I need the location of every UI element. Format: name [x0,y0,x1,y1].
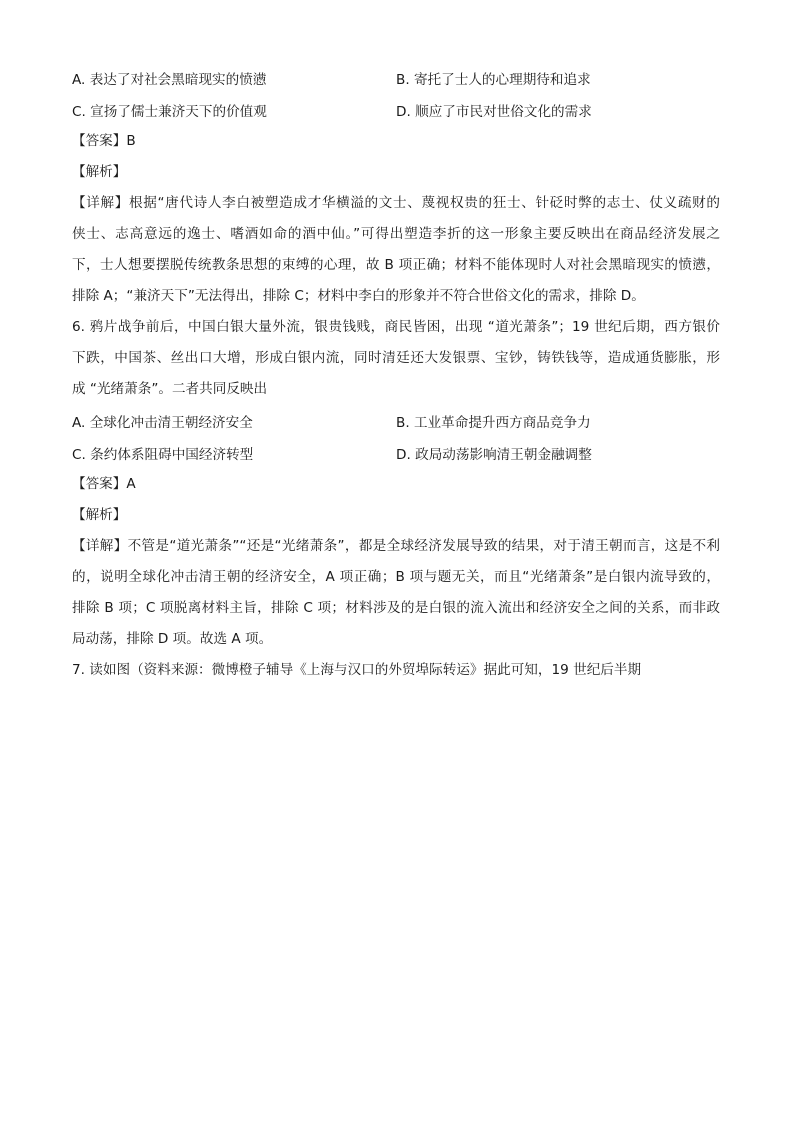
q6-stem [72,312,720,405]
q5-option-a: A. 表达了对社会黑暗现实的愤懑 [72,72,267,88]
q6-detail-line-4: 局动荡，排除 D 项。故选 A 项。 [72,631,273,647]
q5-options-row-1 [72,62,720,94]
q6-detail-line-2: 的，说明全球化冲击清王朝的经济安全，A 项正确；B 项与题无关，而且“光绪萧条”是白银内流导致的， [72,569,720,585]
q6-option-c: C. 条约体系阻碍中国经济转型 [72,447,254,463]
q5-analysis-label: 【解析】 [72,164,127,180]
q5-options-row-2 [72,94,720,126]
q5-detail [72,188,720,312]
q6-detail-line-1: 【详解】不管是“道光萧条”“还是“光绪萧条”，都是全球经济发展导致的结果，对于清王朝而言，这是不利 [72,538,720,554]
q6-detail-line-3: 排除 B 项；C 项脱离材料主旨，排除 C 项；材料涉及的是白银的流入流出和经济安全之间的关系，而非政 [72,600,720,616]
q6-stem-line-2: 下跌，中国茶、丝出口大增，形成白银内流，同时清廷还大发银票、宝钞，铸铁钱等，造成通货膨胀，形 [72,350,720,366]
document-page [72,62,720,686]
q6-option-d: D. 政局动荡影响清王朝金融调整 [396,447,592,463]
q5-option-c: C. 宣扬了儒士兼济天下的价值观 [72,104,267,120]
q6-stem-line-3: 成 “光绪萧条”。二者共同反映出 [72,381,268,397]
q6-options-row-2 [72,437,720,469]
q5-detail-line-1: 【详解】根据“唐代诗人李白被塑造成才华横溢的文士、蔑视权贵的狂士、针砭时弊的志士、仗义疏财的 [72,195,720,211]
q5-detail-line-4: 排除 A；“兼济天下”无法得出，排除 C；材料中李白的形象并不符合世俗文化的需求，排除 D。 [72,288,645,304]
q6-detail [72,531,720,655]
q5-answer: 【答案】B [72,133,136,149]
q6-stem-line-1: 6. 鸦片战争前后，中国白银大量外流，银贵钱贱，商民皆困，出现 “道光萧条”；19 世纪后期，西方银价 [72,319,720,335]
q7-stem: 7. 读如图（资料来源：微博橙子辅导《上海与汉口的外贸埠际转运》据此可知，19 世纪后半期 [72,662,642,678]
q6-analysis-label: 【解析】 [72,507,127,523]
q6-option-a: A. 全球化冲击清王朝经济安全 [72,415,253,431]
q5-detail-line-3: 下，士人想要摆脱传统教条思想的束缚的心理，故 B 项正确；材料不能体现时人对社会黑暗现实的愤懑， [72,257,720,273]
q6-option-b: B. 工业革命提升西方商品竞争力 [396,415,591,431]
q6-options-row-1 [72,405,720,437]
q5-detail-line-2: 侠士、志高意远的逸士、嗜酒如命的酒中仙。”可得出塑造李折的这一形象主要反映出在商品经济发展之 [72,226,720,242]
q5-option-b: B. 寄托了士人的心理期待和追求 [396,72,591,88]
q5-option-d: D. 顺应了市民对世俗文化的需求 [396,104,592,120]
q6-answer: 【答案】A [72,476,136,492]
